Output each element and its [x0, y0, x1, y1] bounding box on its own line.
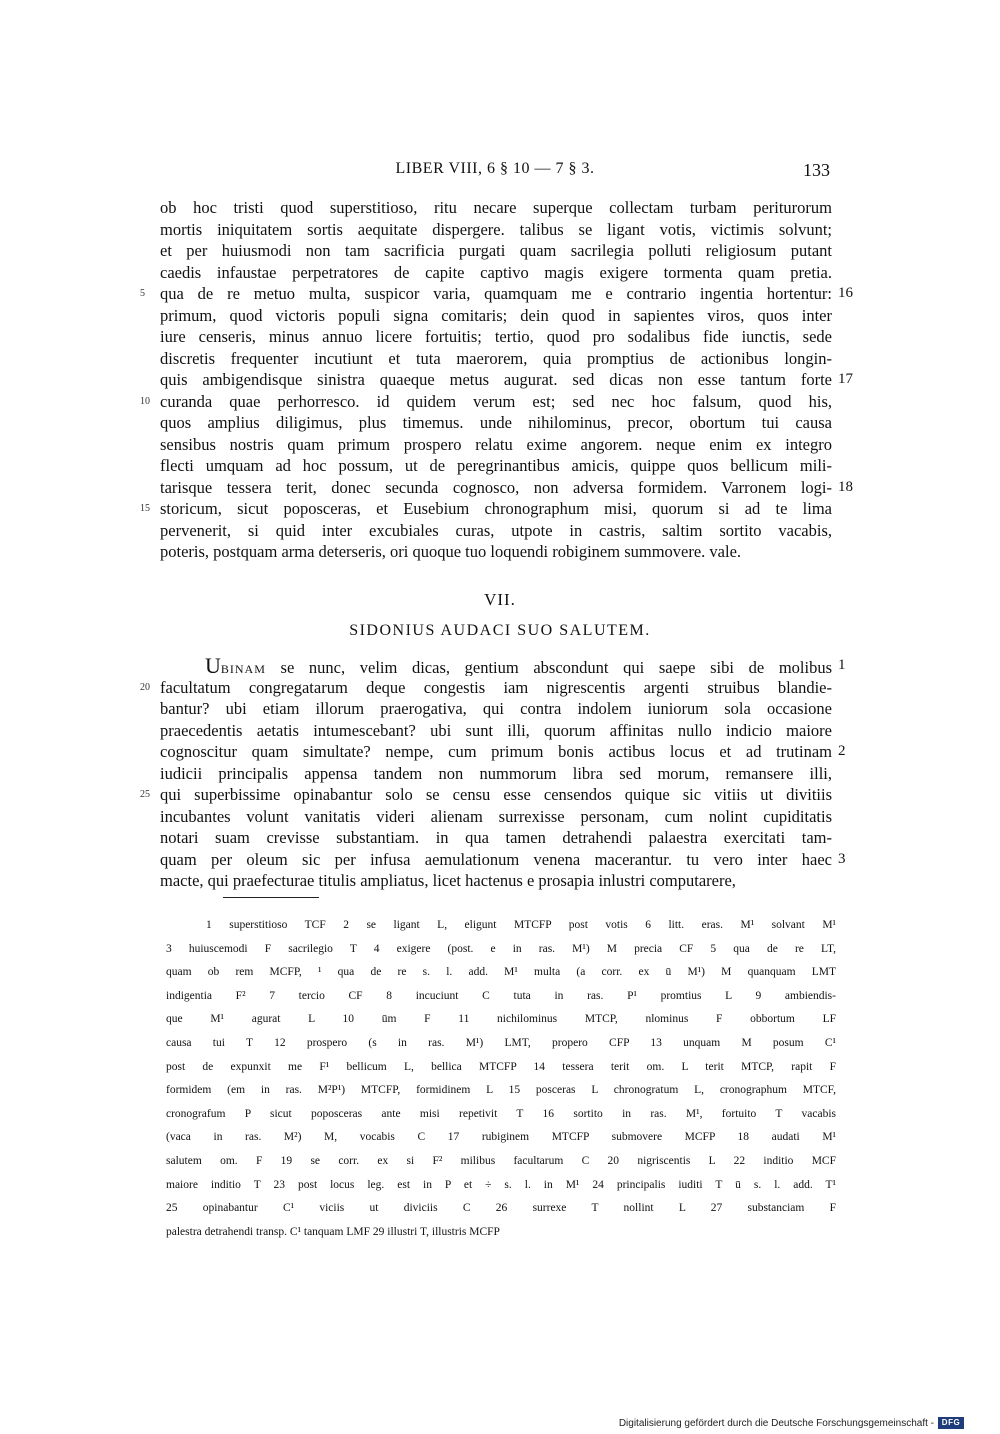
text-line-opening [205, 655, 832, 676]
text-line: flecti umquam ad hoc possum, ut de peregrinantibus amicis, quippe quos bellicum mili- [160, 456, 832, 475]
section-number: 18 [838, 478, 853, 495]
footnote-line: salutem om. F 19 se corr. ex si F² milibus facultarum C 20 nigriscentis L 22 inditio MCF [166, 1155, 836, 1167]
text-line: bantur? ubi etiam illorum praerogativa, qui contra indolem iuniorum sola occasione [160, 699, 832, 718]
digitization-credit [619, 1416, 964, 1430]
line-number: 5 [140, 288, 145, 299]
text-line: quam per oleum sic per infusa aemulationum venena macerantur. tu vero inter haec [160, 849, 832, 869]
text-line: notari suam crevisse substantiam. in qua tamen detrahendi palaestra exercitati tam- [160, 828, 832, 847]
footnote-line: 3 huiuscemodi F sacrilegio T 4 exigere (post. e in ras. M¹) M precia CF 5 qua de re LT, [166, 942, 836, 955]
section-number: 16 [838, 285, 853, 301]
small-caps-word: BINAM [220, 662, 266, 676]
running-title: LIBER VIII, 6 § 10 — 7 § 3. [395, 160, 595, 177]
footnote-line: 1 superstitioso TCF 2 se ligant L, eligunt MTCFP post votis 6 litt. eras. M¹ solvant M¹ [206, 919, 836, 931]
text-line: qua de re metuo multa, suspicor varia, quamquam me e contrario ingentia hortentur: [160, 284, 832, 303]
line-number: 15 [140, 503, 150, 514]
drop-capital: U [205, 655, 221, 676]
text-line: mortis iniquitatem sortis aequitate dispergere. talibus se ligant votis, victimis solvunt; [160, 219, 832, 239]
footnote-line: cronografum P sicut poposceras ante misi repetivit T 16 sortito in ras. M¹, fortuito T vacabis [166, 1107, 836, 1120]
text-line-rest: se nunc, velim dicas, gentium abscondunt qui saepe sibi de molibus [265, 658, 832, 676]
text-line: primum, quod victoris populi signa comitaris; dein quod in sapientes viros, quos inter [160, 305, 832, 325]
section-number: 2 [838, 743, 846, 759]
text-line: tarisque tessera terit, donec secunda cognosco, non adversa formidem. Varronem logi- [160, 477, 832, 497]
dfg-logo: DFG [938, 1417, 964, 1429]
text-line: iudicii principalis appensa tandem non nummorum libra sed morum, remansere illi, [160, 763, 832, 783]
footnote-line: indigentia F² 7 tercio CF 8 incuciunt C tuta in ras. P¹ promtius L 9 ambiendis- [166, 989, 836, 1002]
page-number: 133 [803, 160, 830, 180]
text-line: caedis infaustae perpetratores de capite captivo magis exigere tormenta quam pretia. [160, 262, 832, 282]
text-line: curanda quae perhorresco. id quidem verum est; sed nec hoc falsum, quod his, [160, 391, 832, 411]
section-number: 17 [838, 371, 853, 387]
text-line: ob hoc tristi quod superstitioso, ritu necare superque collectam turbam periturorum [160, 198, 832, 217]
text-line: qui superbissime opinabantur solo se censu esse censendos quique sic vitiis ut divitiis [160, 785, 832, 804]
credit-text: Digitalisierung gefördert durch die Deutsche Forschungsgemeinschaft - [618, 1417, 934, 1429]
line-number: 10 [140, 395, 150, 407]
footnote-line: post de expunxit me F¹ bellicum L, bellica MTCFP 14 tessera terit om. L terit MTCP, rapit F [166, 1060, 836, 1073]
text-line: pervenerit, si quid inter excubiales curas, utpote in castris, saltim sortito vacabis, [160, 520, 832, 540]
footnote-line: causa tui T 12 prospero (s in ras. M¹) LMT, propero CFP 13 unquam M posum C¹ [166, 1037, 836, 1049]
footnote-line: (vaca in ras. M²) M, vocabis C 17 rubiginem MTCFP submovere MCFP 18 audati M¹ [166, 1131, 836, 1144]
footnote-rule [223, 897, 319, 898]
text-line: quos amplius diligimus, plus timemus. unde nihilominus, precor, obortum tui causa [160, 413, 832, 432]
footnote-line: quam ob rem MCFP, ¹ qua de re s. l. add. M¹ multa (a corr. ex ū M¹) M quanquam LMT [166, 966, 836, 979]
text-line: storicum, sicut poposceras, et Eusebium chronographum misi, quorum si ad te lima [160, 499, 832, 518]
letter-number: VII. [484, 590, 516, 609]
text-line: poteris, postquam arma deterseris, ori quoque tuo loquendi robiginem summovere. vale. [160, 542, 742, 561]
text-line: macte, qui praefecturae titulis ampliatus, licet hactenus e prosapia inlustri computarere, [160, 871, 736, 890]
text-line: incubantes volunt vanitatis videri alienam surrexisse personam, cum nolint cupiditatis [160, 806, 832, 826]
section-number: 1 [838, 657, 846, 673]
letter-heading: SIDONIUS AUDACI SUO SALUTEM. [349, 622, 651, 639]
footnote-line: maiore inditio T 23 post locus leg. est in P et ÷ s. l. in M¹ 24 principalis iuditi T ū s. l. add. T¹ [166, 1178, 836, 1191]
text-line: sensibus nostris quam primum prospero relatu exime angorem. neque enim ex integro [160, 434, 832, 454]
footnote-line: 25 opinabantur C¹ viciis ut diviciis C 26 surrexe T nollint L 27 substanciam F [166, 1202, 836, 1215]
text-line: cognoscitur quam simultate? nempe, cum primum bonis actibus locus et ad trutinam [160, 742, 832, 761]
footnote-line: palestra detrahendi transp. C¹ tanquam LMF 29 illustri T, illustris MCFP [166, 1225, 500, 1238]
text-line: iure censeris, minus annuo licere fortuitis; tertio, quod pro sodalibus fide iunctis, sede [160, 327, 832, 346]
running-header [160, 160, 830, 184]
footnote-line: formidem (em in ras. M²P¹) MTCFP, formidinem L 15 posceras L chronogratum L, cronographum MTCF, [166, 1084, 836, 1097]
line-number: 20 [140, 681, 150, 693]
text-line: facultatum congregatarum deque congestis iam nigrescentis argenti struibus blandie- [160, 677, 832, 697]
text-line: et per huiusmodi non tam sacrificia purgati quam sacrilegia polluti religiosum putant [160, 241, 832, 260]
text-line: quis ambigendisque sinistra quaeque metus augurat. sed dicas non esse tantum forte [160, 370, 832, 389]
line-number: 25 [140, 789, 150, 800]
section-number: 3 [838, 850, 846, 867]
text-line: praecedentis aetatis intumescebant? ubi sunt illi, quorum affinitas nullo indicio maiore [160, 720, 832, 740]
text-line: discretis frequenter incutiunt et tuta maerorem, quia promptius de actionibus longin- [160, 348, 832, 368]
footnote-line: que M¹ agurat L 10 ūm F 11 nichilominus MTCP, nlominus F obbortum LF [166, 1013, 836, 1026]
